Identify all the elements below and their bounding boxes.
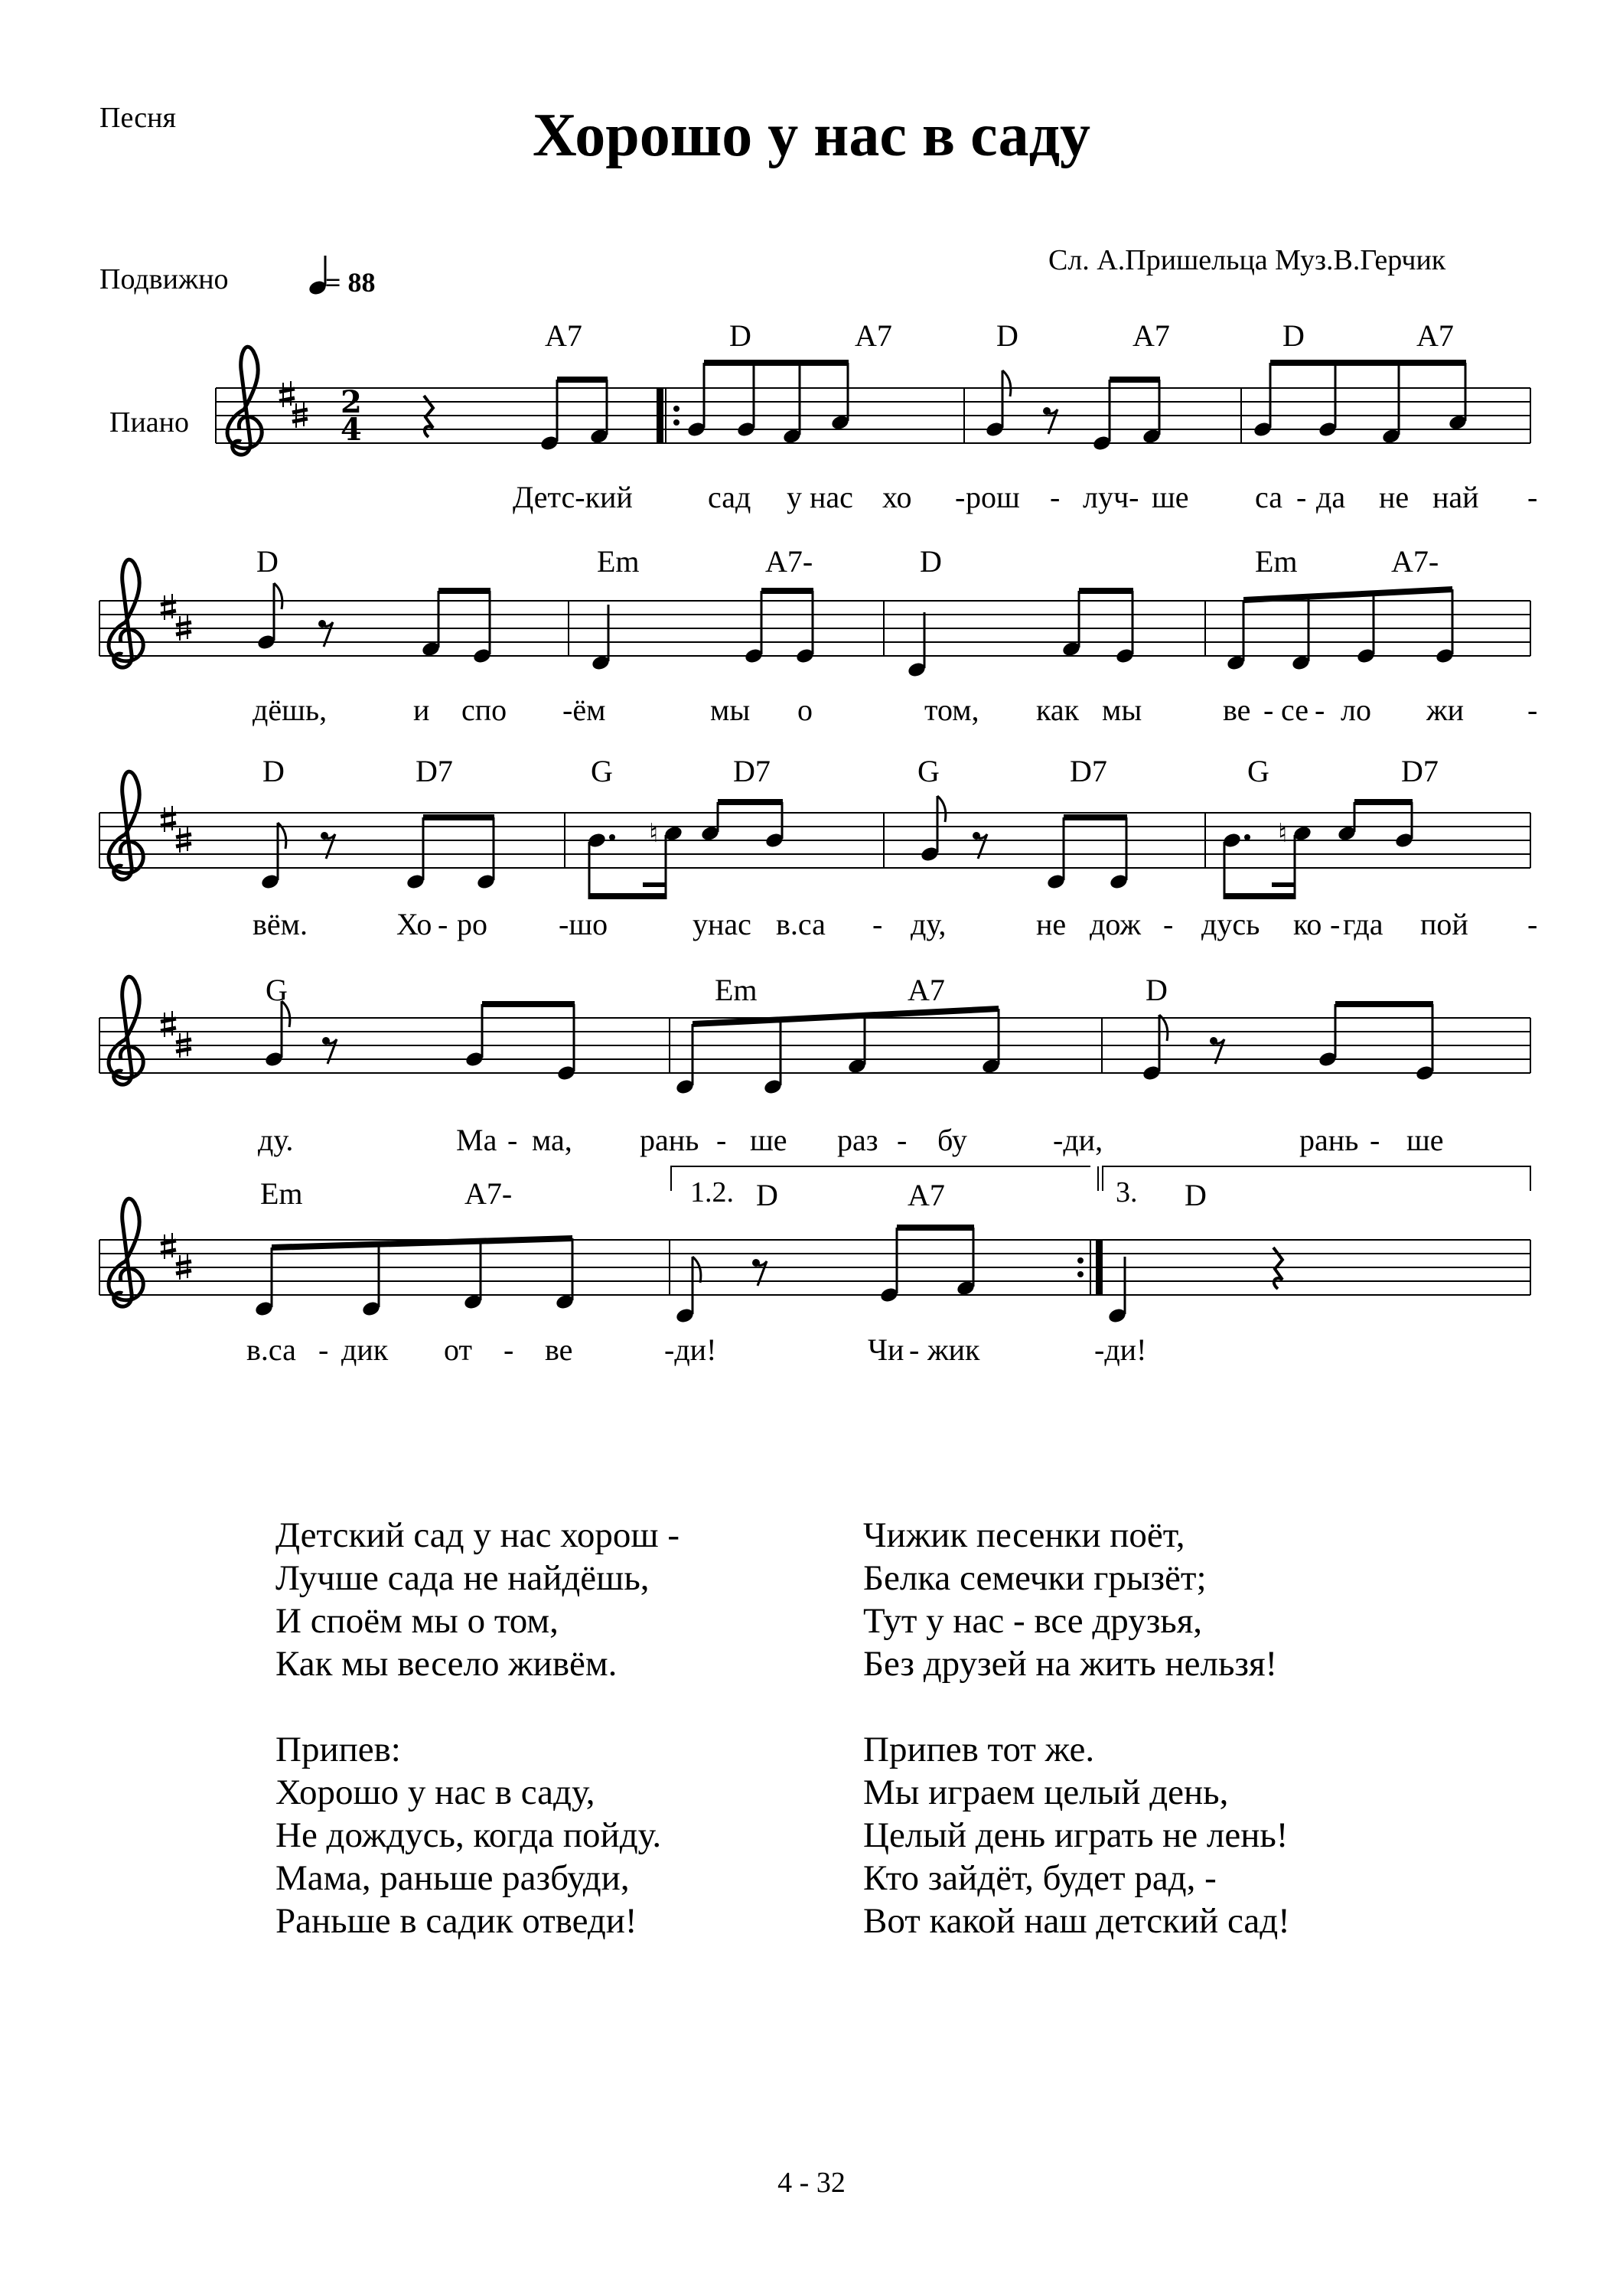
lyric-hyphen: - — [716, 1123, 727, 1157]
chord-symbol: G — [917, 754, 940, 788]
lyric-syllable: ду, — [911, 907, 947, 941]
lyric-syllable: ве — [545, 1332, 573, 1367]
lyric-syllable: дик — [341, 1332, 389, 1367]
lyric-syllable: о — [797, 693, 813, 727]
svg-text:2: 2 — [341, 384, 362, 420]
verse-line: Припев тот же. — [863, 1730, 1095, 1769]
lyric-syllable: рош — [966, 480, 1020, 514]
lyric-hyphen: - — [1330, 907, 1341, 941]
verse-line: Раньше в садик отведи! — [275, 1901, 637, 1941]
lyric-syllable: бу — [937, 1123, 967, 1157]
verse-line: Как мы весело живём. — [275, 1644, 618, 1684]
lyric-syllable: Хо — [396, 907, 432, 941]
lyric-syllable: ко — [1293, 907, 1322, 941]
chord-symbol: G — [266, 973, 288, 1007]
chord-symbol: D7 — [1401, 754, 1439, 788]
lyric-hyphen: - — [909, 1332, 920, 1367]
chord-symbol: D7 — [1070, 754, 1107, 788]
lyric-syllable: Детс-кий — [513, 480, 633, 514]
credits: Сл. А.Пришельца Муз.В.Герчик — [1048, 244, 1446, 276]
lyric-syllable: мы — [710, 693, 751, 727]
verse-line: Детский сад у нас хорош - — [275, 1515, 680, 1555]
chord-symbol: D7 — [416, 754, 453, 788]
lyric-syllable: не — [1036, 907, 1067, 941]
tempo-value: = 88 — [325, 267, 376, 298]
lyric-hyphen: - — [1527, 907, 1538, 941]
verse-line: Тут у нас - все друзья, — [863, 1601, 1203, 1641]
lyric-syllable: -ди! — [664, 1332, 717, 1367]
chord-symbol: A7 — [545, 318, 582, 353]
instrument-label: Пиано — [109, 406, 189, 439]
lyric-syllable: в.са — [246, 1332, 296, 1367]
chord-symbol: A7- — [1391, 544, 1439, 579]
verse-line: Чижик песенки поёт, — [863, 1515, 1185, 1555]
lyric-syllable: рань — [1299, 1123, 1359, 1157]
verse-line: Мама, раньше разбуди, — [275, 1858, 630, 1898]
svg-text:♮: ♮ — [1278, 818, 1288, 849]
chord-symbol: D — [262, 754, 285, 788]
staff-system-4 — [99, 977, 1530, 1095]
lyric-syllable: -ём — [562, 693, 606, 727]
lyric-syllable: се — [1281, 693, 1309, 727]
verses-left — [275, 1514, 680, 1942]
chord-symbol: D — [729, 318, 751, 353]
page-number: 4 - 32 — [777, 2167, 846, 2199]
lyric-hyphen: - — [318, 1332, 329, 1367]
chord-symbol: A7 — [1416, 318, 1454, 353]
lyric-hyphen: - — [1315, 693, 1325, 727]
lyric-syllable: -ди! — [1094, 1332, 1147, 1367]
lyric-hyphen: - — [955, 480, 966, 514]
lyric-hyphen: - — [1050, 480, 1061, 514]
lyric-syllable: спо — [461, 693, 507, 727]
lyric-syllable: дёшь, — [253, 693, 328, 727]
lyric-syllable: -шо — [559, 907, 608, 941]
lyric-syllable: ше — [1406, 1123, 1444, 1157]
lyric-syllable: дусь — [1201, 907, 1260, 941]
verse-spacer — [863, 1685, 1290, 1728]
verse-line: Лучше сада не найдёшь, — [275, 1558, 650, 1598]
lyric-syllable: са — [1255, 480, 1282, 514]
lyric-hyphen: - — [872, 907, 883, 941]
lyric-syllable: хо — [882, 480, 912, 514]
chord-symbol: Em — [597, 544, 640, 579]
tempo-marking: Подвижно — [99, 263, 229, 295]
lyric-syllable: как — [1036, 693, 1080, 727]
lyric-syllable: раз — [837, 1123, 878, 1157]
lyric-syllable: луч- — [1083, 480, 1139, 514]
lyric-hyphen: - — [1296, 480, 1307, 514]
lyric-syllable: в.са — [776, 907, 826, 941]
chord-symbol: A7 — [1133, 318, 1170, 353]
chord-symbol: D — [1146, 973, 1168, 1007]
chord-symbol: D — [1282, 318, 1305, 353]
lyric-syllable: ро — [457, 907, 487, 941]
lyric-syllable: не — [1379, 480, 1410, 514]
chord-symbol: A7 — [908, 973, 945, 1007]
verse-line: Припев: — [275, 1730, 401, 1769]
staff-system-3 — [99, 771, 1530, 899]
chord-symbol: D — [920, 544, 942, 579]
lyric-syllable: том, — [924, 693, 979, 727]
lyric-hyphen: - — [1263, 693, 1274, 727]
lyric-syllable: вём. — [253, 907, 308, 941]
verse-spacer — [275, 1685, 680, 1728]
verse-line: Хорошо у нас в саду, — [275, 1773, 595, 1812]
lyric-syllable: ве — [1223, 693, 1251, 727]
chord-symbol: D — [756, 1178, 778, 1212]
lyric-hyphen: - — [1527, 693, 1538, 727]
lyric-hyphen: - — [1163, 907, 1174, 941]
genre-label: Песня — [99, 102, 176, 134]
chord-symbol: D — [996, 318, 1018, 353]
verse-line: Целый день играть не лень! — [863, 1815, 1289, 1855]
verse-line: Кто зайдёт, будет рад, - — [863, 1858, 1217, 1898]
chord-symbol: D — [1185, 1178, 1207, 1212]
lyric-syllable: рань — [640, 1123, 699, 1157]
lyric-syllable: -ди, — [1053, 1123, 1103, 1157]
lyric-syllable: да — [1316, 480, 1346, 514]
lyric-hyphen: - — [507, 1123, 518, 1157]
chord-symbol: D — [256, 544, 279, 579]
lyric-hyphen: - — [1527, 480, 1538, 514]
lyric-syllable: унас — [693, 907, 751, 941]
svg-text:4: 4 — [341, 412, 362, 448]
lyric-syllable: ше — [750, 1123, 787, 1157]
verse-line: Мы играем целый день, — [863, 1773, 1229, 1812]
lyric-hyphen: - — [897, 1123, 908, 1157]
lyric-syllable: жик — [927, 1332, 980, 1367]
lyric-syllable: гда — [1343, 907, 1383, 941]
lyric-syllable: пой — [1420, 907, 1468, 941]
verse-line: Без друзей на жить нельзя! — [863, 1644, 1278, 1684]
chord-symbol: D7 — [733, 754, 771, 788]
chord-symbol: G — [1247, 754, 1269, 788]
lyric-syllable: най — [1432, 480, 1479, 514]
verses-right — [863, 1514, 1290, 1942]
staff-system-2 — [99, 559, 1530, 678]
lyric-hyphen: - — [504, 1332, 514, 1367]
lyric-syllable: ду. — [258, 1123, 294, 1157]
verse-line: Белка семечки грызёт; — [863, 1558, 1207, 1598]
lyric-hyphen: - — [1370, 1123, 1380, 1157]
chord-symbol: A7- — [464, 1176, 513, 1211]
volta-label: 1.2. — [690, 1176, 734, 1208]
lyric-syllable: Ма — [456, 1123, 497, 1157]
lyric-syllable: ма, — [532, 1123, 572, 1157]
chord-symbol: A7 — [908, 1178, 945, 1212]
lyric-syllable: Чи — [868, 1332, 904, 1367]
lyric-syllable: сад — [708, 480, 751, 514]
lyric-syllable: и — [413, 693, 430, 727]
chord-symbol: Em — [260, 1176, 303, 1211]
staff-system-1 — [216, 347, 1530, 455]
chord-symbol: A7- — [765, 544, 813, 579]
lyric-syllable: дож — [1090, 907, 1141, 941]
chord-symbol: Em — [715, 973, 758, 1007]
lyric-syllable: жи — [1426, 693, 1465, 727]
verse-line: Вот какой наш детский сад! — [863, 1901, 1290, 1941]
svg-text:♮: ♮ — [649, 818, 659, 849]
volta-label: 3. — [1116, 1176, 1138, 1208]
chord-symbol: G — [591, 754, 613, 788]
lyric-syllable: у нас — [787, 480, 853, 514]
lyric-syllable: от — [444, 1332, 472, 1367]
staff-system-5 — [99, 1166, 1530, 1325]
lyric-syllable: ло — [1341, 693, 1371, 727]
verse-line: Не дождусь, когда пойду. — [275, 1815, 662, 1855]
verse-line: И споём мы о том, — [275, 1601, 559, 1641]
chord-symbol: Em — [1255, 544, 1298, 579]
page-title: Хорошо у нас в саду — [532, 102, 1091, 169]
lyric-syllable: мы — [1102, 693, 1142, 727]
lyric-hyphen: - — [438, 907, 448, 941]
chord-symbol: A7 — [855, 318, 892, 353]
lyric-syllable: ше — [1152, 480, 1189, 514]
